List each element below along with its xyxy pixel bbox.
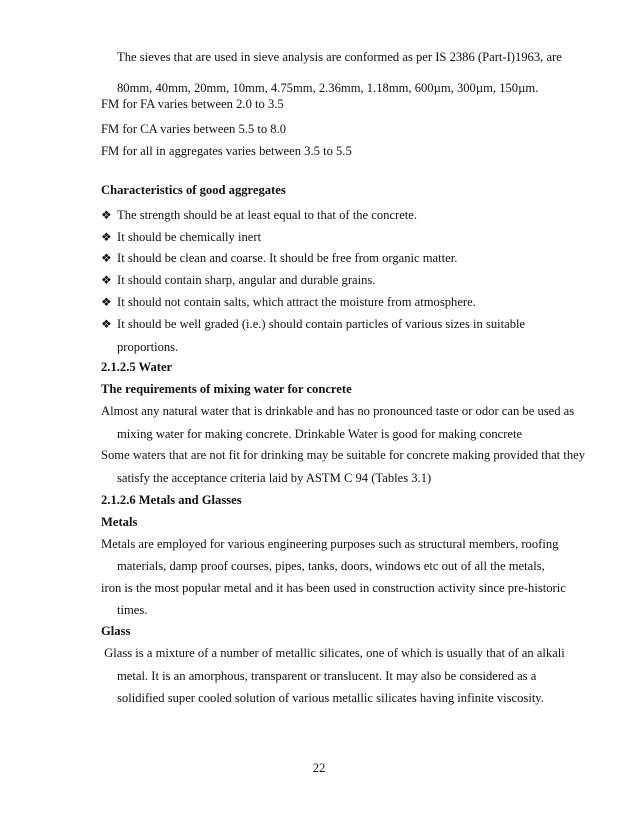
- metals-paragraph-line-1: Metals are employed for various engineering purposes such as structural members, roofing: [101, 537, 559, 551]
- water-requirements-heading: The requirements of mixing water for concrete: [101, 382, 352, 396]
- list-item: [101, 316, 526, 332]
- metals-glasses-section-heading: 2.1.2.6 Metals and Glasses: [101, 493, 242, 507]
- sieve-text-line-1: The sieves that are used in sieve analysis are conformed as per IS 2386 (Part-I)1963, are: [117, 50, 562, 64]
- metals-heading: Metals: [101, 515, 138, 529]
- fm-fa-line: FM for FA varies between 2.0 to 3.5: [101, 97, 284, 111]
- diamond-bullet-icon: ❖: [101, 230, 112, 244]
- list-item-text: It should be clean and coarse. It should be free from organic matter.: [117, 251, 458, 265]
- page-number: 22: [312, 761, 326, 775]
- glass-paragraph-line-3: solidified super cooled solution of various metallic silicates having infinite viscosity.: [117, 691, 544, 705]
- water-paragraph-2-line-2: satisfy the acceptance criteria laid by ASTM C 94 (Tables 3.1): [117, 471, 432, 485]
- list-item-text: It should be chemically inert: [117, 230, 262, 244]
- diamond-bullet-icon: ❖: [101, 295, 112, 309]
- characteristics-heading: Characteristics of good aggregates: [101, 183, 286, 197]
- glass-heading: Glass: [101, 624, 131, 638]
- water-paragraph-1-line-2: mixing water for making concrete. Drinkable Water is good for making concrete: [117, 427, 523, 441]
- fm-ca-line: FM for CA varies between 5.5 to 8.0: [101, 122, 287, 136]
- water-section-heading: 2.1.2.5 Water: [101, 360, 173, 374]
- diamond-bullet-icon: ❖: [101, 317, 112, 331]
- list-item: [101, 229, 262, 245]
- list-item-continuation: proportions.: [117, 340, 179, 354]
- metals-paragraph-line-3: iron is the most popular metal and it has been used in construction activity since pre-historic: [101, 581, 566, 595]
- list-item-text: The strength should be at least equal to that of the concrete.: [117, 208, 418, 222]
- water-paragraph-1-line-1: Almost any natural water that is drinkable and has no pronounced taste or odor can be used as: [101, 404, 575, 418]
- diamond-bullet-icon: ❖: [101, 273, 112, 287]
- water-paragraph-2-line-1: Some waters that are not fit for drinking may be suitable for concrete making provided that they: [101, 448, 586, 462]
- list-item: [101, 207, 418, 223]
- list-item: [101, 250, 458, 266]
- diamond-bullet-icon: ❖: [101, 251, 112, 265]
- list-item-text: It should contain sharp, angular and durable grains.: [117, 273, 376, 287]
- diamond-bullet-icon: ❖: [101, 208, 112, 222]
- fm-all-line: FM for all in aggregates varies between 3.5 to 5.5: [101, 144, 352, 158]
- metals-paragraph-line-2: materials, damp proof courses, pipes, tanks, doors, windows etc out of all the metals,: [117, 559, 545, 573]
- glass-paragraph-line-2: metal. It is an amorphous, transparent or translucent. It may also be considered as a: [117, 669, 537, 683]
- list-item-text: It should not contain salts, which attract the moisture from atmosphere.: [117, 295, 476, 309]
- list-item: [101, 272, 376, 288]
- metals-paragraph-line-4: times.: [117, 603, 148, 617]
- glass-paragraph-line-1: Glass is a mixture of a number of metallic silicates, one of which is usually that of an alkali: [101, 646, 565, 660]
- sieve-text-line-2: 80mm, 40mm, 20mm, 10mm, 4.75mm, 2.36mm, 1.18mm, 600µm, 300µm, 150µm.: [117, 81, 539, 95]
- list-item: [101, 294, 476, 310]
- list-item-text: It should be well graded (i.e.) should contain particles of various sizes in suitable: [117, 317, 526, 331]
